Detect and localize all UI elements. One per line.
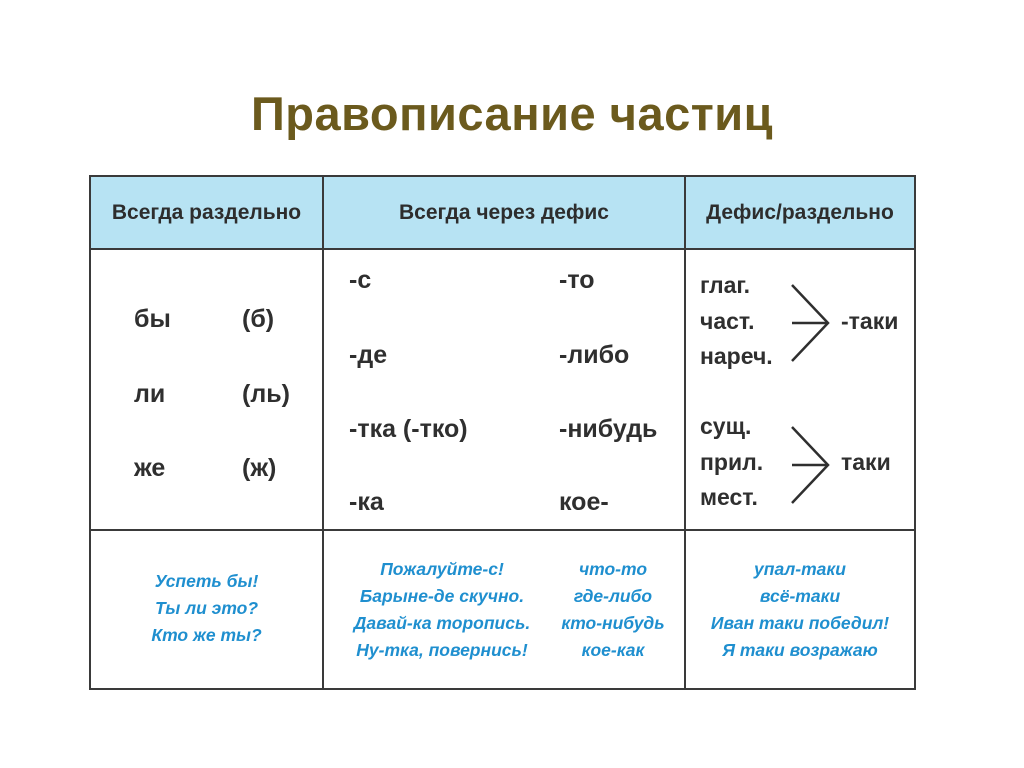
header-hyphen-or-separate: Дефис/раздельно bbox=[706, 200, 894, 224]
pos-participle: част. bbox=[700, 308, 755, 334]
example-line: Кто же ты? bbox=[151, 625, 262, 645]
example-line: кто-нибудь bbox=[561, 613, 665, 633]
example-line: упал-таки bbox=[754, 559, 846, 579]
particles-table bbox=[89, 175, 916, 690]
examples-hyphen-or-separate bbox=[686, 556, 914, 664]
arrow-icon bbox=[788, 281, 838, 365]
pos-verb: глаг. bbox=[700, 272, 751, 298]
short-form-b: (б) bbox=[242, 305, 275, 333]
particle-tka: -тка (-тко) bbox=[349, 415, 468, 443]
short-form-l: (ль) bbox=[242, 380, 290, 408]
particle-libo: -либо bbox=[559, 341, 630, 369]
particle-by: бы bbox=[134, 305, 171, 333]
short-form-zh: (ж) bbox=[242, 454, 277, 482]
particle-de: -де bbox=[349, 341, 388, 369]
example-line: кое-как bbox=[581, 640, 645, 660]
row-divider bbox=[91, 529, 914, 531]
particle-ka: -ка bbox=[349, 488, 384, 516]
examples-hyphen-right bbox=[542, 556, 684, 664]
pos-adverb: нареч. bbox=[700, 343, 773, 369]
example-line: Я таки возражаю bbox=[722, 640, 878, 660]
pos-noun: сущ. bbox=[700, 413, 752, 439]
header-always-separate: Всегда раздельно bbox=[111, 200, 302, 224]
example-line: Иван таки победил! bbox=[710, 613, 890, 633]
example-line: где-либо bbox=[573, 586, 653, 606]
particle-nibud: -нибудь bbox=[559, 415, 658, 443]
particle-koe: кое- bbox=[559, 488, 609, 516]
example-line: Пожалуйте-с! bbox=[380, 559, 504, 579]
page-title: Правописание частиц bbox=[250, 87, 774, 140]
particle-s: -с bbox=[349, 266, 372, 294]
arrow-icon bbox=[788, 423, 838, 507]
particle-zhe: же bbox=[134, 454, 166, 482]
examples-always-separate bbox=[91, 568, 322, 649]
result-taki: таки bbox=[841, 449, 891, 475]
example-line: Ты ли это? bbox=[154, 598, 259, 618]
pos-adjective: прил. bbox=[700, 449, 764, 475]
example-line: Барыне-де скучно. bbox=[359, 586, 525, 606]
example-line: Успеть бы! bbox=[154, 571, 259, 591]
particle-li: ли bbox=[134, 380, 166, 408]
example-line: Ну-тка, повернись! bbox=[356, 640, 528, 660]
example-line: всё-таки bbox=[759, 586, 841, 606]
example-line: что-то bbox=[578, 559, 648, 579]
result-hyphen-taki: -таки bbox=[841, 308, 899, 334]
examples-hyphen-left bbox=[324, 556, 560, 664]
header-always-hyphen: Всегда через дефис bbox=[399, 200, 609, 224]
example-line: Давай-ка торопись. bbox=[353, 613, 531, 633]
pos-pronoun: мест. bbox=[700, 484, 758, 510]
particle-to: -то bbox=[559, 266, 595, 294]
